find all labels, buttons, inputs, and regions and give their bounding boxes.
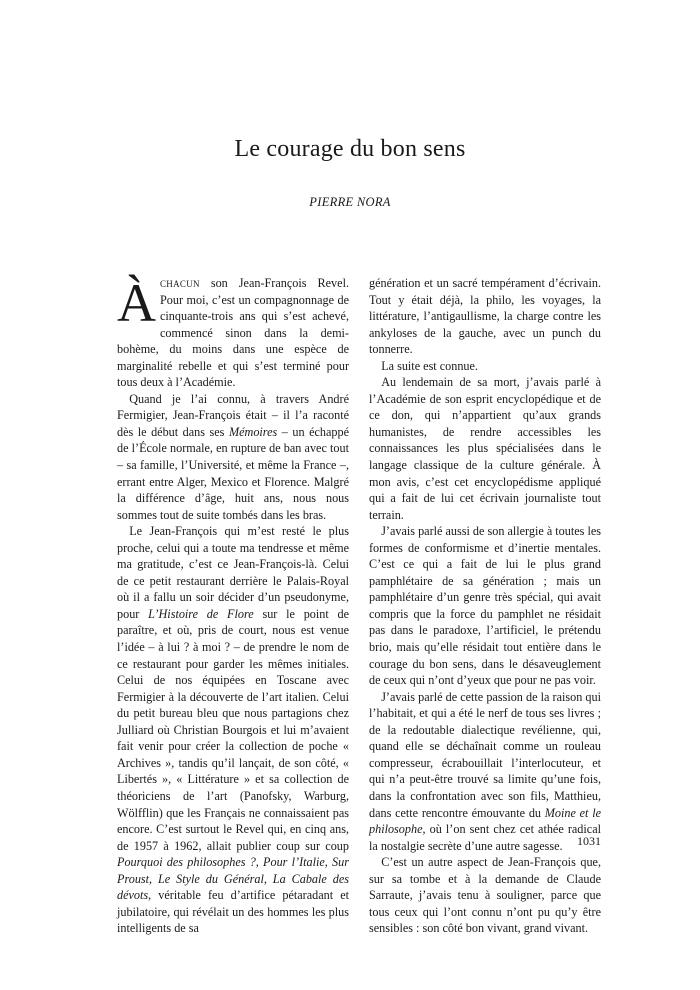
paragraph-6: J’avais parlé aussi de son allergie à toutes les formes de conformisme et d’inertie mentales. C’est ce qui a fait de lui le plus grand pamphlétaire de sa génération ; mais un pamphlétaire d’un genre très spécial, qui avait compris que la force du pamphlet ne résidait pas dans le paradoxe, l’artificiel, le prétendu brio, mais qu’elle résidait tout entière dans le courage du bon sens, dans le désaveuglement de ceux qui n’ont d’yeux que pour ne pas voir.: [369, 524, 601, 688]
paragraph-8: C’est un autre aspect de Jean-François que, sur sa tombe et à la demande de Claude Sarraute, j’avais tenu à souligner, parce que tous ceux qui l’ont connu n’ont pu qu’y être sensibles : son côté bon vivant, grand vivant.: [369, 855, 601, 936]
paragraph-3-text-c: sur le point de paraître, et où, pris de court, nous est venue l’idée – à lui ? à moi ? – de prendre le nom de ce restaurant pour garder les mêmes initiales. Celui de nos équipées en Toscane avec Fermigier à la découverte de l’art italien. Celui du petit bureau bleu que nous partagions chez Julliard où Christian Bourgois et lui m’avaient fait venir pour créer la collection de poche « Archives », tandis qu’il lançait, de son côté, « Libertés », « Littérature » et sa collection de théoriciens de l’art (Panofsky, Warburg, Wölfflin) que les Français ne connaissaient pas encore. C’est surtout le Revel qui, en cinq ans, de 1957 à 1962, allait publier coup sur coup: [117, 606, 350, 853]
paragraph-3-text-a: Le Jean-François qui m’est resté le plus proche, celui qui a toute ma tendresse et même ma gratitude, c’est ce Jean-François-là. Celui de ce petit restaurant derrière le Palais-Royal où il a fallu un soir décider d’un pseudonyme, pour: [117, 524, 349, 621]
paragraph-continued: génération et un sacré tempérament d’écrivain. Tout y était déjà, la philo, les voyages, la littérature, l’antigaullisme, la charge contre les ankyloses de la gauche, avec un punch du tonnerre.: [369, 276, 601, 357]
small-caps-lead: chacun: [160, 276, 200, 290]
article-title: Le courage du bon sens: [234, 136, 466, 162]
paragraph-2-text-c: – un échappé de l’École normale, en rupture de ban avec tout – sa famille, l’Université, et même la France –, errant entre Alger, Mexico et Florence. Malgré la différence d’âge, huit ans, nous nous sommes tout de suite tombés dans les bras.: [117, 424, 350, 522]
article-author: PIERRE NORA: [309, 195, 391, 209]
book-title-memoires: Mémoires: [228, 424, 278, 439]
page-number: 1031: [577, 834, 601, 848]
paragraph-2-text-a: Quand je l’ai connu, à travers André Fermigier, Jean-François était – il l’a raconté dès le début dans ses: [117, 391, 349, 439]
paragraph-1-text: son Jean-François Revel. Pour moi, c’est un compagnonnage de cinquante-trois ans qui s’est achevé, commencé sinon dans la demi-bohème, du moins dans une espèce de marginalité rebelle et qui s’est terminé pour tous deux à l’Académie.: [117, 276, 349, 390]
paragraph-3: [117, 523, 349, 937]
drop-cap: À: [117, 273, 156, 333]
book-title-moine: Moine et le philosophe: [369, 805, 601, 837]
paragraph-2: [117, 391, 349, 523]
paragraph-5: Au lendemain de sa mort, j’avais parlé à l’Académie de son esprit encyclopédique et de ce don, qui n’appartient qu’aux grands humanistes, de rendre accessibles les connaissances les plus spécialisées dans le langage classique de la culture générale. À mon avis, c’est cet encyclopédisme appliqué qui a fait de lui cet écrivain journaliste tout terrain.: [369, 375, 601, 522]
book-titles-list: Pourquoi des philosophes ?, Pour l’Italie, Sur Proust, Le Style du Général, La Cabale des dévots: [117, 855, 349, 903]
book-title-histoire-de-flore: L’Histoire de Flore: [148, 606, 254, 621]
paragraph-7-text-a: J’avais parlé de cette passion de la raison qui l’habitait, et qui a été le nerf de tous ses livres ; de la redoutable dialectique revélienne, qui, quand elle se déchaînait comme un rouleau compresseur, écrabouillait l’interlocuteur, et qui n’a peut-être trouvé sa limite qu’une fois, dans la confrontation avec son fils, Matthieu, dans cette rencontre émouvante du: [369, 689, 601, 820]
paragraph-7-text-c: , où l’on sent chez cet athée radical la nostalgie secrète d’une autre sagesse.: [369, 822, 601, 853]
paragraph-3-text-e: , véritable feu d’artifice pétaradant et jubilatoire, qui révélait un des hommes les plus intelligents de sa: [117, 888, 349, 936]
paragraph-1: [117, 275, 349, 391]
paragraph-7: [369, 689, 601, 854]
left-column: [117, 275, 349, 937]
paragraph-4: La suite est connue.: [381, 358, 478, 373]
